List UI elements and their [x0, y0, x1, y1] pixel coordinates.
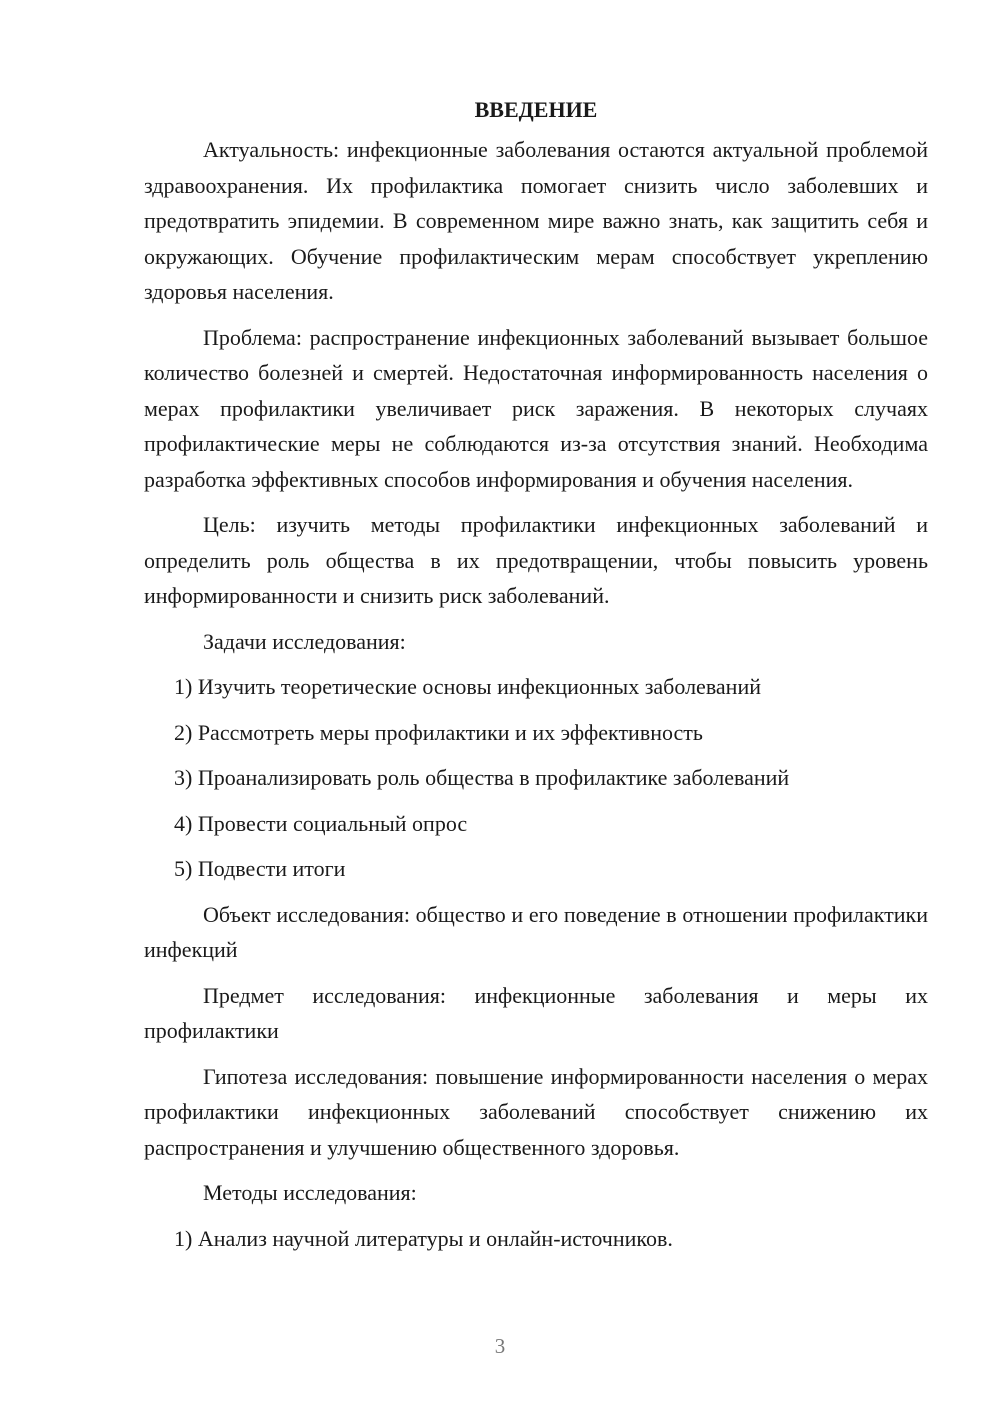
method-item: 1) Анализ научной литературы и онлайн-источников.: [174, 1225, 673, 1251]
methods-heading: Методы исследования:: [203, 1180, 417, 1205]
task-item: 5) Подвести итоги: [174, 856, 346, 881]
subject-paragraph: Предмет исследования: инфекционные заболевания и меры их профилактики: [144, 982, 928, 1043]
problem-paragraph: Проблема: распространение инфекционных заболеваний вызывает большое количество болезней и смертей. Недостаточная информированность населения о мерах профилактики увеличивает риск заражения. В некоторых случаях профилактические меры не соблюдаются из-за отсутствия знаний. Необходима разработка эффективных способов информирования и обучения населения.: [144, 324, 928, 492]
tasks-heading: Задачи исследования:: [203, 628, 406, 654]
page-title: ВВЕДЕНИЕ: [474, 97, 598, 122]
goal-paragraph: Цель: изучить методы профилактики инфекционных заболеваний и определить роль общества в их предотвращении, чтобы повысить уровень информированности и снизить риск заболеваний.: [144, 512, 928, 608]
object-paragraph: Объект исследования: общество и его поведение в отношении профилактики инфекций: [144, 901, 928, 962]
task-item: 2) Рассмотреть меры профилактики и их эффективность: [174, 719, 703, 745]
relevance-paragraph: Актуальность: инфекционные заболевания остаются актуальной проблемой здравоохранения. Их профилактика помогает снизить число заболевших и предотвратить эпидемии. В современном мире важно знать, как защитить себя и окружающих. Обучение профилактическим мерам способствует укреплению здоровья населения.: [144, 137, 928, 304]
methods-list: [144, 1221, 928, 1257]
page-number: 3: [494, 1334, 506, 1358]
tasks-list: [144, 669, 928, 887]
task-item: 4) Провести социальный опрос: [174, 810, 468, 836]
task-item: 3) Проанализировать роль общества в профилактике заболеваний: [174, 765, 790, 790]
hypothesis-paragraph: Гипотеза исследования: повышение информированности населения о мерах профилактики инфекционных заболеваний способствует снижению их распространения и улучшению общественного здоровья.: [144, 1063, 928, 1160]
task-item: 1) Изучить теоретические основы инфекционных заболеваний: [174, 674, 761, 699]
